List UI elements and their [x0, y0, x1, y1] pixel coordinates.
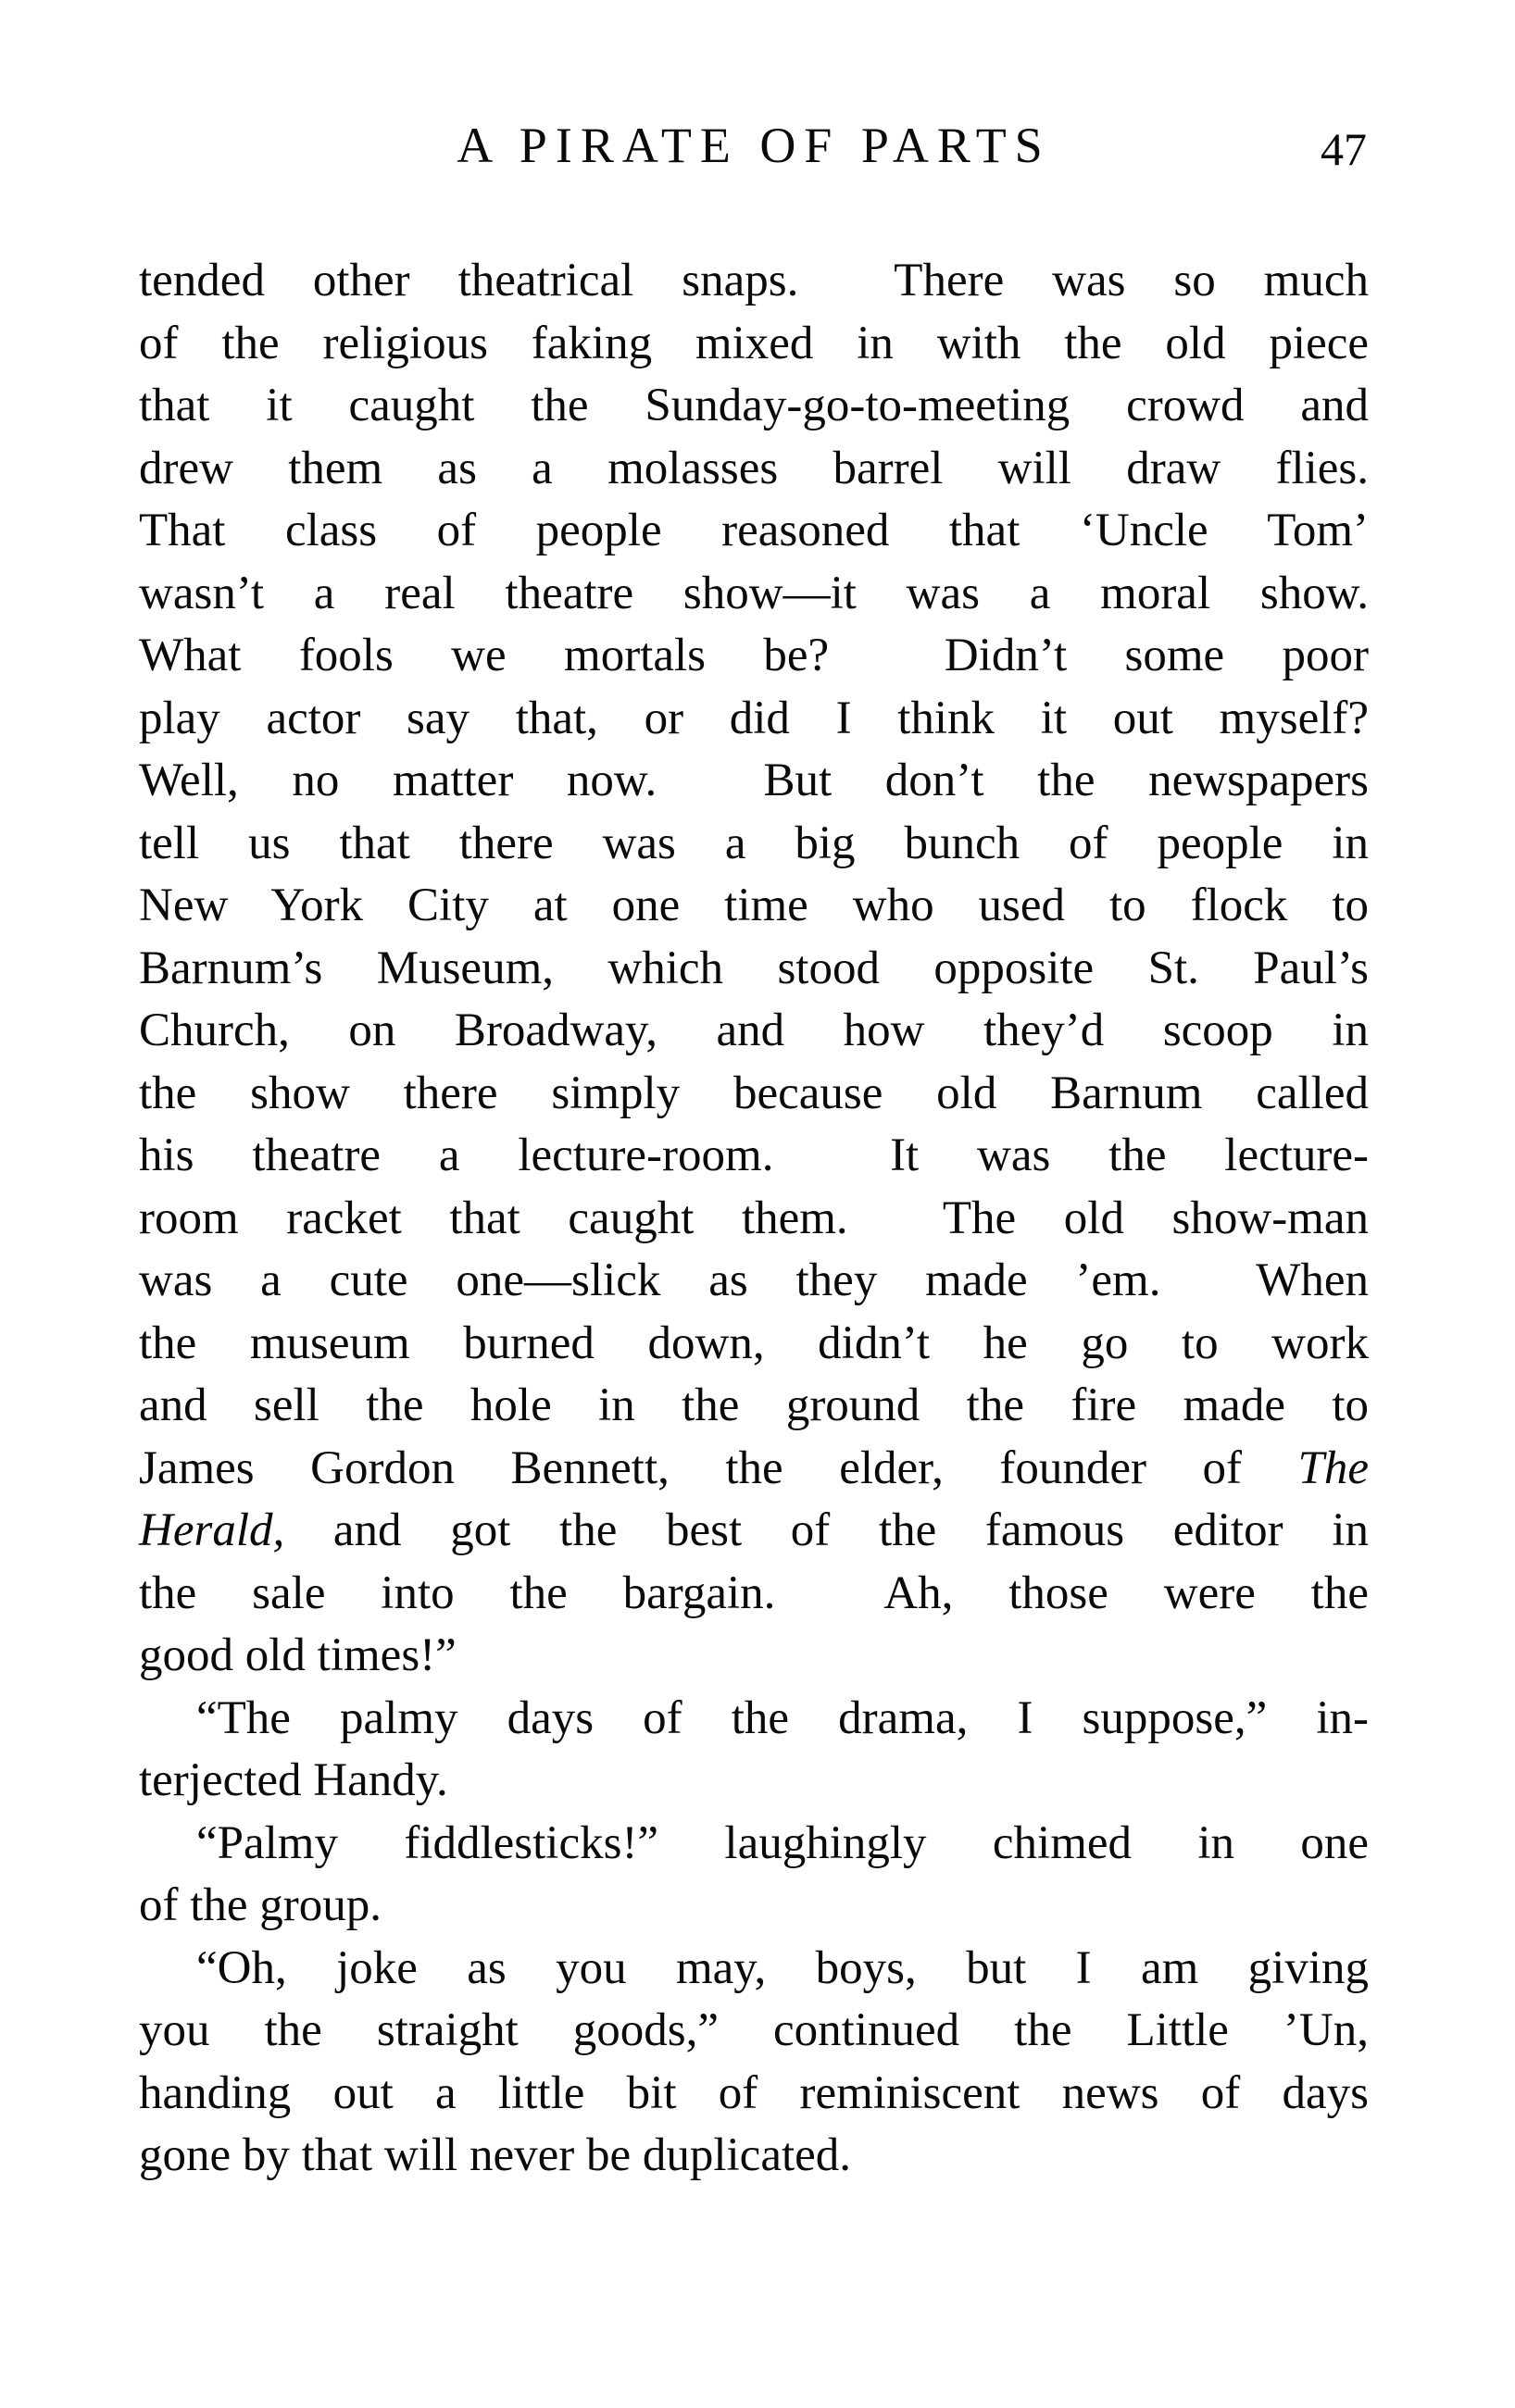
running-header	[139, 109, 1369, 187]
text-line: Well, no matter now. But don’t the newspapers	[139, 755, 1369, 806]
text-line: James Gordon Bennett, the elder, founder of The	[139, 1441, 1369, 1494]
text-line: that it caught the Sunday-go-to-meeting crowd and	[139, 380, 1369, 431]
text-line: Barnum’s Museum, which stood opposite St. Paul’s	[139, 942, 1369, 994]
text-line: of the group.	[139, 1879, 382, 1931]
text-line: tell us that there was a big bunch of people in	[139, 817, 1369, 869]
text-line: Herald, and got the best of the famous editor in	[139, 1504, 1369, 1556]
text-line: drew them as a molasses barrel will draw flies.	[139, 442, 1369, 494]
text-line: “The palmy days of the drama, I suppose,” in-	[196, 1691, 1369, 1744]
page-content	[139, 109, 1369, 2188]
running-title: A PIRATE OF PARTS	[457, 118, 1051, 173]
text-line: gone by that will never be duplicated.	[139, 2129, 852, 2181]
text-line: “Oh, joke as you may, boys, but I am giving	[196, 1941, 1369, 1994]
text-line: was a cute one—slick as they made ’em. When	[139, 1254, 1369, 1306]
text-line: his theatre a lecture-room. It was the lecture-	[139, 1129, 1369, 1181]
text-line: of the religious faking mixed in with the old piece	[139, 317, 1369, 369]
text-line: tended other theatrical snaps. There was so much	[139, 255, 1369, 306]
text-line: wasn’t a real theatre show—it was a moral show.	[139, 567, 1369, 619]
text-line: the show there simply because old Barnum called	[139, 1067, 1369, 1119]
text-line: That class of people reasoned that ‘Uncle Tom’	[139, 505, 1369, 556]
text-line: terjected Handy.	[139, 1754, 448, 1806]
text-block	[139, 250, 1369, 2188]
text-line: play actor say that, or did I think it out myself?	[139, 692, 1369, 744]
text-line: room racket that caught them. The old show-man	[139, 1192, 1369, 1244]
text-line: good old times!”	[139, 1629, 457, 1681]
text-line: New York City at one time who used to flock to	[139, 880, 1369, 931]
text-line: the museum burned down, didn’t he go to work	[139, 1316, 1369, 1369]
text-line: handing out a little bit of reminiscent news of days	[139, 2066, 1369, 2119]
text-line: Church, on Broadway, and how they’d scoop in	[139, 1004, 1369, 1056]
text-line: What fools we mortals be? Didn’t some poor	[139, 630, 1369, 681]
page-number: 47	[1321, 123, 1367, 175]
text-line: “Palmy fiddlesticks!” laughingly chimed in one	[196, 1816, 1369, 1869]
text-line: you the straight goods,” continued the Little ’Un,	[139, 2004, 1369, 2056]
text-line: the sale into the bargain. Ah, those were the	[139, 1566, 1369, 1619]
text-line: and sell the hole in the ground the fire made to	[139, 1379, 1369, 1431]
